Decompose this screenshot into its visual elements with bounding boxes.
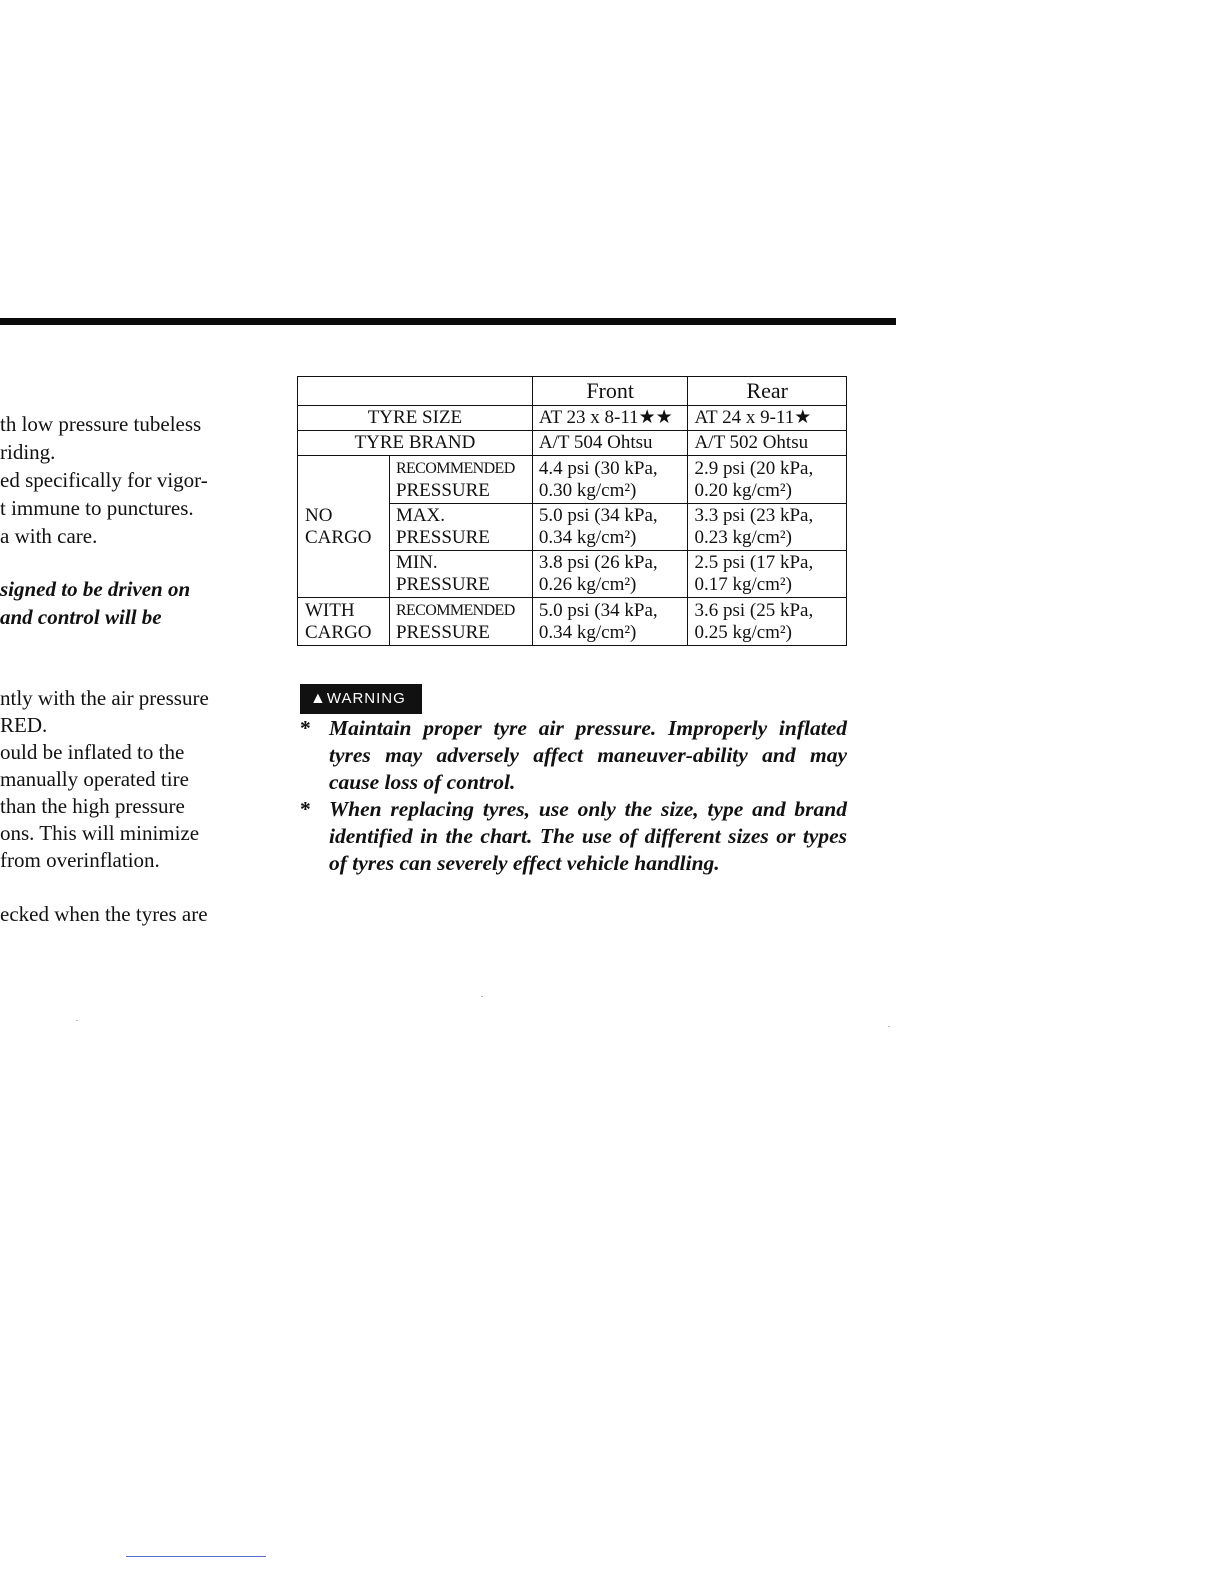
column-header-front: Front <box>532 377 688 406</box>
cell-rear-size: AT 24 x 9-11★ <box>688 406 847 431</box>
row-label-recommended: RECOMMENDED PRESSURE <box>389 456 532 504</box>
left-line: RED. <box>0 713 48 737</box>
cell-front-with-cargo: 5.0 psi (34 kPa, 0.34 kg/cm²) <box>532 598 688 646</box>
left-line: from overinflation. <box>0 848 160 872</box>
warning-badge <box>300 684 422 714</box>
left-line-emphasis: signed to be driven on <box>0 577 191 601</box>
scan-speck <box>888 1026 890 1027</box>
scan-speck <box>481 996 483 997</box>
table-header-row <box>298 377 847 406</box>
row-label-tyre-size: TYRE SIZE <box>298 406 533 431</box>
header-rule <box>0 318 896 325</box>
cell-rear-max: 3.3 psi (23 kPa, 0.23 kg/cm²) <box>688 504 847 551</box>
footer-line <box>126 1556 266 1557</box>
bullet: * <box>300 797 311 821</box>
row-label-recommended-cargo: RECOMMENDED PRESSURE <box>389 598 532 646</box>
left-line-emphasis: and control will be <box>0 605 162 629</box>
left-line: ould be inflated to the <box>0 740 185 764</box>
row-label-tyre-brand: TYRE BRAND <box>298 431 533 456</box>
column-header-rear: Rear <box>688 377 847 406</box>
left-line: ed specifically for vigor- <box>0 468 208 492</box>
left-line: ons. This will minimize <box>0 821 200 845</box>
row-label-max: MAX. PRESSURE <box>389 504 532 551</box>
cell-front-min: 3.8 psi (26 kPa, 0.26 kg/cm²) <box>532 551 688 598</box>
cell-rear-min: 2.5 psi (17 kPa, 0.17 kg/cm²) <box>688 551 847 598</box>
row-label-min: MIN. PRESSURE <box>389 551 532 598</box>
warning-list <box>300 715 847 877</box>
left-line: riding. <box>0 440 56 464</box>
warning-badge-label: WARNING <box>326 690 406 707</box>
warning-item <box>300 796 847 877</box>
left-line: th low pressure tubeless <box>0 412 202 436</box>
cell-rear-with-cargo: 3.6 psi (25 kPa, 0.25 kg/cm²) <box>688 598 847 646</box>
group-label-with-cargo: WITH CARGO <box>298 598 390 646</box>
left-line: than the high pressure <box>0 794 185 818</box>
cell-front-brand: A/T 504 Ohtsu <box>532 431 688 456</box>
warning-text: Maintain proper tyre air pressure. Improperly inflated tyres may adversely affect maneuver-ability and may cause loss of control. <box>329 716 847 794</box>
left-line: a with care. <box>0 524 98 548</box>
group-label-no-cargo: NO CARGO <box>298 456 390 598</box>
bullet: * <box>300 716 311 740</box>
table-row-no-cargo-recommended <box>298 456 847 504</box>
left-line: t immune to punctures. <box>0 496 194 520</box>
warning-triangle-icon: ▲ <box>310 690 326 707</box>
cell-front-max: 5.0 psi (34 kPa, 0.34 kg/cm²) <box>532 504 688 551</box>
cell-rear-brand: A/T 502 Ohtsu <box>688 431 847 456</box>
tyre-pressure-table <box>297 376 847 646</box>
left-line: ntly with the air pressure <box>0 686 209 710</box>
scan-speck <box>76 1020 78 1021</box>
cell-rear-recommended: 2.9 psi (20 kPa, 0.20 kg/cm²) <box>688 456 847 504</box>
left-line: manually operated tire <box>0 767 189 791</box>
table-row-tyre-brand <box>298 431 847 456</box>
left-line: ecked when the tyres are <box>0 902 208 926</box>
warning-item <box>300 715 847 796</box>
table-row-tyre-size <box>298 406 847 431</box>
warning-text: When replacing tyres, use only the size, type and brand identified in the chart. The use of different sizes or types of tyres can severely effect vehicle handling. <box>329 797 847 875</box>
table-header-blank <box>298 377 533 406</box>
cell-front-recommended: 4.4 psi (30 kPa, 0.30 kg/cm²) <box>532 456 688 504</box>
table-row-with-cargo <box>298 598 847 646</box>
cell-front-size: AT 23 x 8-11★★ <box>532 406 688 431</box>
